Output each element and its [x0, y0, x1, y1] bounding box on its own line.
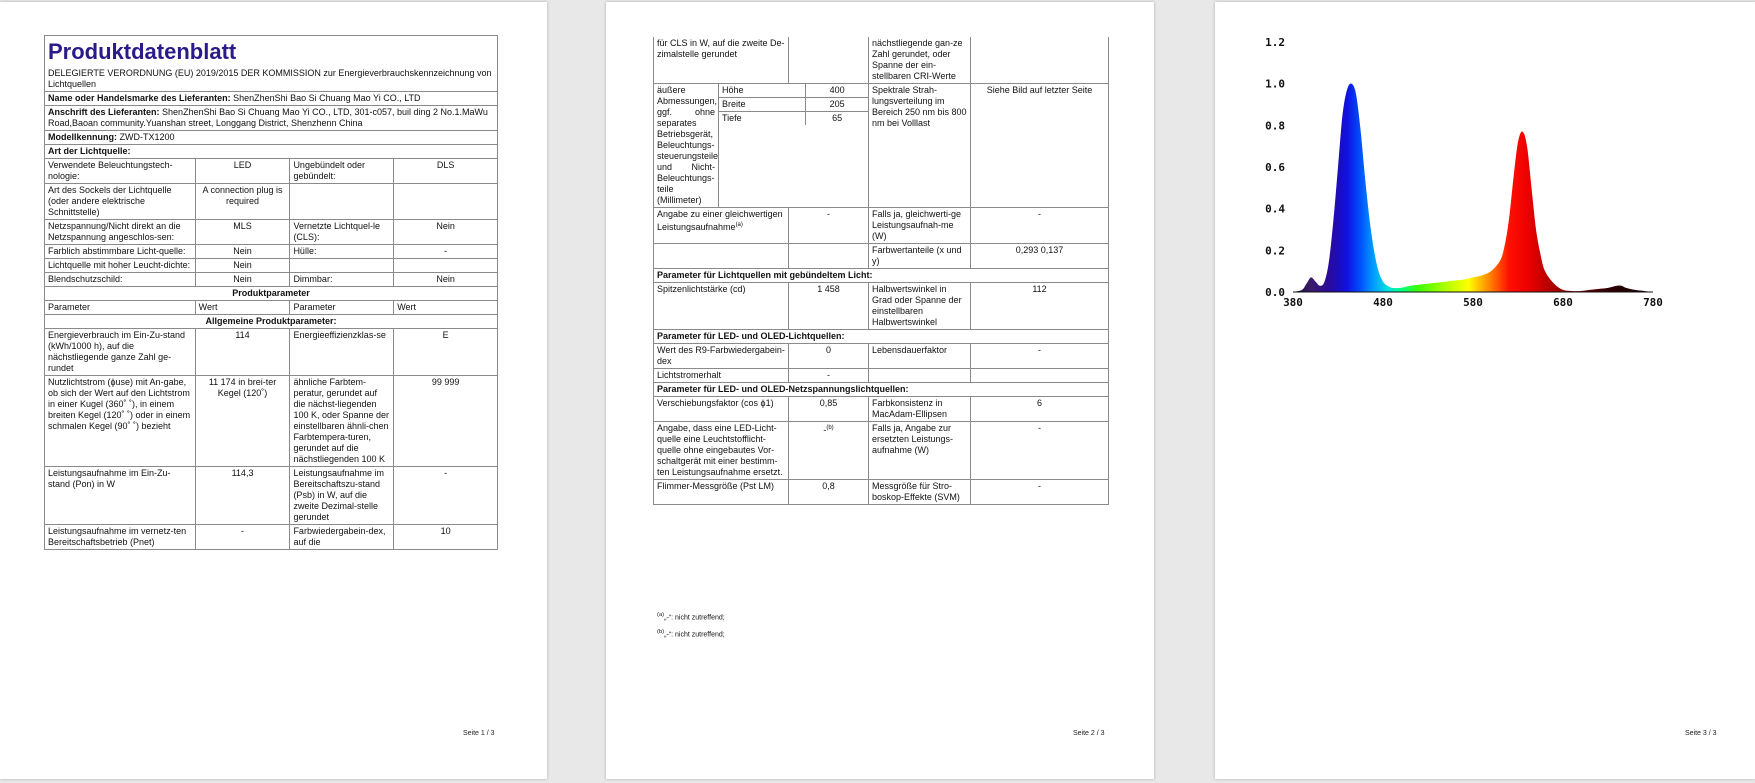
- param-label: Farbkonsistenz in MacAdam-Ellipsen: [869, 397, 971, 422]
- table-row: [654, 480, 1109, 505]
- param-value: [789, 422, 869, 480]
- param-label: Lichtstromerhalt: [654, 369, 789, 383]
- footnote-ref: (b): [826, 425, 834, 431]
- param-value: [394, 259, 498, 273]
- table-row: [45, 376, 498, 467]
- dimension-name: Tiefe: [719, 112, 806, 126]
- table-row: [654, 208, 1109, 244]
- model-row: [45, 131, 498, 145]
- param-value: 10: [394, 525, 498, 550]
- general-parameters-heading: Allgemeine Produktparameter:: [45, 315, 498, 329]
- param-label: Netzspannung/Nicht direkt an die Netzspannung angeschlos-sen:: [45, 220, 196, 245]
- param-label: Verwendete Beleuchtungstech-nologie:: [45, 159, 196, 184]
- y-tick-label: 0.4: [1265, 202, 1285, 216]
- param-label: Falls ja, gleichwerti-ge Leistungsaufnah-me (W): [869, 208, 971, 244]
- y-tick-label: 1.0: [1265, 77, 1285, 91]
- y-tick-label: 0.0: [1265, 286, 1285, 299]
- dimensions-cell: [654, 84, 869, 208]
- param-value: Siehe Bild auf letzter Seite: [971, 84, 1109, 208]
- dimension-name: Breite: [719, 98, 806, 112]
- page-number: Seite 3 / 3: [1685, 730, 1717, 737]
- column-header: Wert: [394, 301, 498, 315]
- param-label: Halbwertswinkel in Grad oder Spanne der einstellbaren Halbwertswinkel: [869, 283, 971, 330]
- param-label: Hülle:: [290, 245, 394, 259]
- param-value: 99 999: [394, 376, 498, 467]
- table-row: [45, 245, 498, 259]
- param-value: MLS: [195, 220, 290, 245]
- product-datasheet-table-continued: [653, 37, 1109, 505]
- param-label: Dimmbar:: [290, 273, 394, 287]
- param-label: Farbwertanteile (x und y): [869, 244, 971, 269]
- x-tick-label: 680: [1553, 296, 1573, 309]
- product-datasheet-table: [44, 35, 498, 550]
- table-row: [654, 37, 1109, 84]
- table-row: [654, 84, 1109, 208]
- table-row: [45, 525, 498, 550]
- dimension-value: 400: [806, 84, 868, 98]
- param-value: E: [394, 329, 498, 376]
- address-row: [45, 106, 498, 131]
- param-value: DLS: [394, 159, 498, 184]
- param-label: Vernetzte Lichtquel-le (CLS):: [290, 220, 394, 245]
- param-label: Wert des R9-Farbwiedergabein-dex: [654, 344, 789, 369]
- table-row: [654, 344, 1109, 369]
- param-value: -: [971, 208, 1109, 244]
- column-headers: [45, 301, 498, 315]
- footnote-ref: (a): [735, 222, 743, 228]
- param-label: [290, 259, 394, 273]
- param-label: Angabe, dass eine LED-Licht-quelle eine Leuchtstofflicht-quelle ohne eingebautes Vor-schaltgerät mit einer bestimm-ten Leistungsaufnahme ersetzt.: [654, 422, 789, 480]
- page-3: [1215, 2, 1755, 779]
- param-label: Blendschutzschild:: [45, 273, 196, 287]
- y-tick-label: 0.2: [1265, 244, 1285, 258]
- param-value: Nein: [394, 220, 498, 245]
- param-label: Lebensdauerfaktor: [869, 344, 971, 369]
- param-value: -: [789, 208, 869, 244]
- table-row: [45, 259, 498, 273]
- param-value-text: -: [823, 425, 827, 435]
- spectrum-area: [1293, 84, 1653, 292]
- param-value: 112: [971, 283, 1109, 330]
- param-label: Leistungsaufnahme im Bereitschaftszu-stand (Psb) in W, auf die zweite Dezimal-stelle gerundet: [290, 467, 394, 525]
- footnote-text: „-“: nicht zutreffend;: [664, 614, 725, 622]
- param-value: 0,8: [789, 480, 869, 505]
- address-value: ShenZhenShi Bao Si Chuang Mao Yi CO., LTD, 301-c057, buil ding 2 No.1.MaWu Road,Baoan community.Yuanshan street, Longgang District, Shenzhenn China: [48, 107, 488, 128]
- table-row: [45, 273, 498, 287]
- param-label: Flimmer-Messgröße (Pst LM): [654, 480, 789, 505]
- param-value: 1 458: [789, 283, 869, 330]
- param-label: Spitzenlichtstärke (cd): [654, 283, 789, 330]
- param-label: Falls ja, Angabe zur ersetzten Leistungs-aufnahme (W): [869, 422, 971, 480]
- param-label: für CLS in W, auf die zweite De-zimalstelle gerundet: [654, 37, 789, 84]
- dimensions-subtable: [719, 84, 868, 125]
- param-value: Nein: [195, 273, 290, 287]
- param-value: 0: [789, 344, 869, 369]
- column-header: Parameter: [45, 301, 196, 315]
- table-row: [654, 283, 1109, 330]
- table-row: [45, 467, 498, 525]
- table-row: [654, 244, 1109, 269]
- x-tick-label: 380: [1283, 296, 1303, 309]
- param-value: -: [394, 467, 498, 525]
- table-row: [45, 184, 498, 220]
- equivalent-power-label: Angabe zu einer gleichwertigen Leistungsaufnahme: [657, 209, 783, 232]
- x-tick-label: 480: [1373, 296, 1393, 309]
- table-row: [654, 422, 1109, 480]
- param-value: 11 174 in brei-ter Kegel (120˚): [195, 376, 290, 467]
- param-value: -: [789, 369, 869, 383]
- table-row: [45, 159, 498, 184]
- dimensions-label: äußere Abmessungen, ggf. ohne separates Betriebsgerät, Beleuchtungs-steuerungsteile und Nicht-Beleuchtungs-teile (Millimeter): [654, 84, 719, 207]
- page-2: [606, 2, 1154, 779]
- param-value: -: [195, 525, 290, 550]
- page-1: [0, 2, 547, 779]
- param-label: Verschiebungsfaktor (cos ϕ1): [654, 397, 789, 422]
- model-label: Modellkennung:: [48, 132, 117, 142]
- product-parameters-heading: Produktparameter: [45, 287, 498, 301]
- supplier-row: [45, 92, 498, 106]
- page-number: Seite 1 / 3: [463, 730, 495, 737]
- param-label: nächstliegende gan-ze Zahl gerundet, oder Spanne der ein-stellbaren CRI-Werte: [869, 37, 971, 84]
- param-label: Lichtquelle mit hoher Leucht-dichte:: [45, 259, 196, 273]
- column-header: Parameter: [290, 301, 394, 315]
- table-row: [45, 329, 498, 376]
- dimension-value: 205: [806, 98, 868, 112]
- x-tick-label: 580: [1463, 296, 1483, 309]
- column-header: Wert: [195, 301, 290, 315]
- light-source-type-heading: Art der Lichtquelle:: [45, 145, 498, 159]
- param-label: Energieeffizienzklas-se: [290, 329, 394, 376]
- param-value: 114: [195, 329, 290, 376]
- param-value: 114,3: [195, 467, 290, 525]
- param-value: A connection plug is required: [195, 184, 290, 220]
- param-value: -: [971, 344, 1109, 369]
- param-value: Nein: [394, 273, 498, 287]
- spectral-distribution-chart: [1255, 36, 1663, 311]
- section-heading: Parameter für Lichtquellen mit gebündeltem Licht:: [654, 269, 1109, 283]
- param-value: [394, 184, 498, 220]
- param-value: 0,85: [789, 397, 869, 422]
- section-heading: Parameter für LED- und OLED-Lichtquellen:: [654, 330, 1109, 344]
- footnote-b: [657, 629, 725, 638]
- y-tick-label: 0.8: [1265, 119, 1285, 133]
- param-label: Leistungsaufnahme im vernetz-ten Bereitschaftsbetrieb (Pnet): [45, 525, 196, 550]
- param-label: ähnliche Farbtem-peratur, gerundet auf die nächst-liegenden 100 K, oder Spanne der einstellbaren ähnli-chen Farbtempera-turen, gerundet auf die nächstliegenden 100 K: [290, 376, 394, 467]
- param-value: -: [971, 480, 1109, 505]
- page-number: Seite 2 / 3: [1073, 730, 1105, 737]
- param-value: Nein: [195, 245, 290, 259]
- regulation-text: DELEGIERTE VERORDNUNG (EU) 2019/2015 DER KOMMISSION zur Energieverbrauchskennzeichnung von Lichtquellen: [45, 67, 498, 92]
- param-label: Leistungsaufnahme im Ein-Zu-stand (Pon) in W: [45, 467, 196, 525]
- param-label: Energieverbrauch im Ein-Zu-stand (kWh/1000 h), auf die nächstliegende ganze Zahl ge-rundet: [45, 329, 196, 376]
- dimension-value: 65: [806, 112, 868, 126]
- param-label: Farblich abstimmbare Licht-quelle:: [45, 245, 196, 259]
- supplier-value: ShenZhenShi Bao Si Chuang Mao Yi CO., LTD: [233, 93, 421, 103]
- footnote-text: „-“: nicht zutreffend;: [664, 631, 725, 639]
- axis-ticks: [1265, 36, 1663, 309]
- address-label: Anschrift des Lieferanten:: [48, 107, 160, 117]
- footnote-marker: (b): [657, 629, 665, 635]
- param-label: [290, 184, 394, 220]
- param-label: Nutzlichtstrom (ϕuse) mit An-gabe, ob sich der Wert auf den Lichtstrom in einer Kugel (360˚ ˚), in einem breiten Kegel (120˚ ˚) oder in einem schmalen Kegel (90˚ ˚) bezieht: [45, 376, 196, 467]
- param-value: 6: [971, 397, 1109, 422]
- param-label: Messgröße für Stro-boskop-Effekte (SVM): [869, 480, 971, 505]
- param-label: Ungebündelt oder gebündelt:: [290, 159, 394, 184]
- param-value: -: [971, 422, 1109, 480]
- y-tick-label: 1.2: [1265, 36, 1285, 49]
- dimension-name: Höhe: [719, 84, 806, 98]
- section-heading: Parameter für LED- und OLED-Netzspannungslichtquellen:: [654, 383, 1109, 397]
- param-value: Nein: [195, 259, 290, 273]
- param-label: [654, 208, 789, 244]
- y-tick-label: 0.6: [1265, 161, 1285, 174]
- table-row: [45, 220, 498, 245]
- param-label: Art des Sockels der Lichtquelle (oder andere elektrische Schnittstelle): [45, 184, 196, 220]
- model-value: ZWD-TX1200: [119, 132, 175, 142]
- document-title: Produktdatenblatt: [48, 39, 237, 64]
- table-row: [654, 397, 1109, 422]
- table-row: [654, 369, 1109, 383]
- footnote-a: [657, 612, 725, 621]
- supplier-label: Name oder Handelsmarke des Lieferanten:: [48, 93, 231, 103]
- param-value: LED: [195, 159, 290, 184]
- x-tick-label: 780: [1643, 296, 1663, 309]
- param-label: Farbwiedergabein-dex, auf die: [290, 525, 394, 550]
- footnote-marker: (a): [657, 612, 665, 618]
- param-label: Spektrale Strah-lungsverteilung im Bereich 250 nm bis 800 nm bei Volllast: [869, 84, 971, 208]
- param-value: -: [394, 245, 498, 259]
- param-value: 0,293 0,137: [971, 244, 1109, 269]
